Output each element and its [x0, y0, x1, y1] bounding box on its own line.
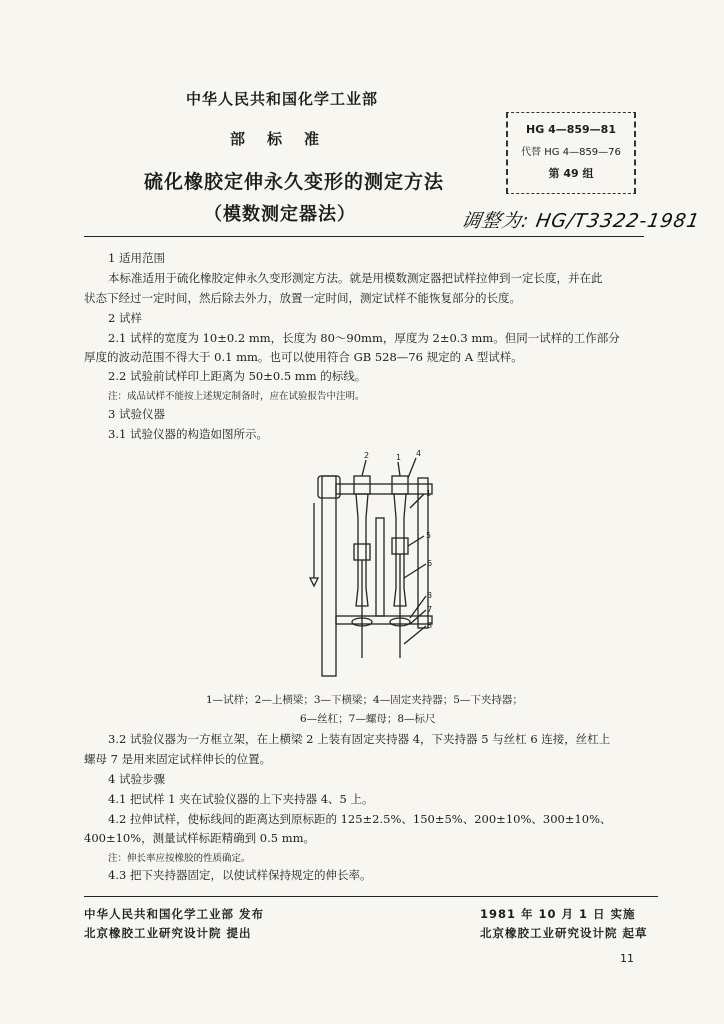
figure-label-4: 4 [416, 449, 422, 458]
top-divider [84, 236, 644, 237]
section-2-heading: 2 试样 [108, 311, 142, 325]
clause-2-1-line2: 厚度的波动范围不得大于 0.1 mm。也可以使用符合 GB 528—76 规定的 A 型试样。 [84, 350, 523, 364]
figure-label-2: 2 [364, 451, 370, 460]
figure-label-1-side: 1 [426, 489, 432, 498]
clause-2-1-line1: 2.1 试样的宽度为 10±0.2 mm，长度为 80～90mm，厚度为 2±0.3 mm。但同一试样的工作部分 [108, 331, 620, 345]
clause-4-1: 4.1 把试样 1 夹在试验仪器的上下夹持器 4、5 上。 [108, 792, 374, 806]
footer-effective-date: 1981 年 10 月 1 日 实施 [480, 907, 636, 921]
handwritten-note: 调整为: HG/T3322-1981 [459, 210, 702, 232]
group-number: 第 49 组 [548, 167, 594, 180]
figure-caption-line1: 1—试样；2—上横梁；3—下横梁；4—固定夹持器；5—下夹持器； [206, 694, 523, 706]
clause-4-3: 4.3 把下夹持器固定，以使试样保持规定的伸长率。 [108, 868, 372, 882]
clause-3-1: 3.1 试验仪器的构造如图所示。 [108, 427, 268, 441]
specimen-1-upper-clamp [354, 476, 370, 494]
ministry-header: 中华人民共和国化学工业部 [186, 90, 379, 108]
figure-label-3: 3 [427, 591, 433, 600]
replaces-code: 代替 HG 4—859—76 [521, 147, 621, 158]
clause-2-2: 2.2 试验前试样印上距离为 50±0.5 mm 的标线。 [108, 369, 367, 383]
clause-4-2-line2: 400±10%，测量试样标距精确到 0.5 mm。 [84, 831, 316, 845]
left-column-cap [318, 476, 340, 498]
figure-label-8: 8 [427, 621, 433, 630]
section-4-note: 注：伸长率应按橡胶的性质确定。 [108, 853, 251, 864]
apparatus-figure [300, 448, 450, 678]
figure-label-7: 7 [427, 605, 433, 614]
section-1-heading: 1 适用范围 [108, 251, 165, 265]
figure-label-1-top: 1 [396, 453, 402, 462]
hanging-weight [310, 578, 318, 586]
section-4-heading: 4 试验步骤 [108, 772, 165, 786]
section-1-paragraph-line1: 本标准适用于硫化橡胶定伸永久变形测定方法。就是用模数测定器把试样拉伸到一定长度，并在此 [108, 271, 603, 285]
standard-code: HG 4—859—81 [526, 123, 616, 136]
document-subtitle: （模数测定器法） [204, 204, 356, 225]
section-3-heading: 3 试验仪器 [108, 407, 165, 421]
lower-clamp [392, 538, 408, 554]
section-1-paragraph-line2: 状态下经过一定时间，然后除去外力，放置一定时间，测定试样不能恢复部分的长度。 [84, 291, 521, 305]
page-number: 11 [620, 952, 634, 965]
specimen-1-lower-clamp [354, 544, 370, 560]
fixed-clamp [392, 476, 408, 494]
footer-issuer: 中华人民共和国化学工业部 发布 [84, 907, 265, 921]
figure-caption-line2: 6—丝杠；7—螺母；8—标尺 [300, 713, 436, 725]
clause-3-2-line2: 螺母 7 是用来固定试样伸长的位置。 [84, 752, 272, 766]
standard-code-box [506, 112, 636, 194]
left-column [322, 476, 336, 676]
clause-3-2-line1: 3.2 试验仪器为一方框立架，在上横梁 2 上装有固定夹持器 4，下夹持器 5 与丝杠 6 连接，丝杠上 [108, 732, 611, 746]
document-title: 硫化橡胶定伸永久变形的测定方法 [144, 171, 445, 193]
section-2-note: 注：成品试样不能按上述规定制备时，应在试验报告中注明。 [108, 391, 365, 402]
footer-proposer: 北京橡胶工业研究设计院 提出 [84, 926, 252, 940]
clause-4-2-line1: 4.2 拉伸试样，使标线间的距离达到原标距的 125±2.5%、150±5%、200±10%、300±10%、 [108, 812, 612, 826]
footer-drafter: 北京橡胶工业研究设计院 起草 [480, 926, 648, 940]
standard-label: 部标准 [230, 130, 342, 148]
footer-divider [84, 896, 658, 897]
figure-label-5: 5 [426, 531, 432, 540]
scale-ruler [376, 518, 384, 616]
figure-label-6: 6 [427, 559, 433, 568]
